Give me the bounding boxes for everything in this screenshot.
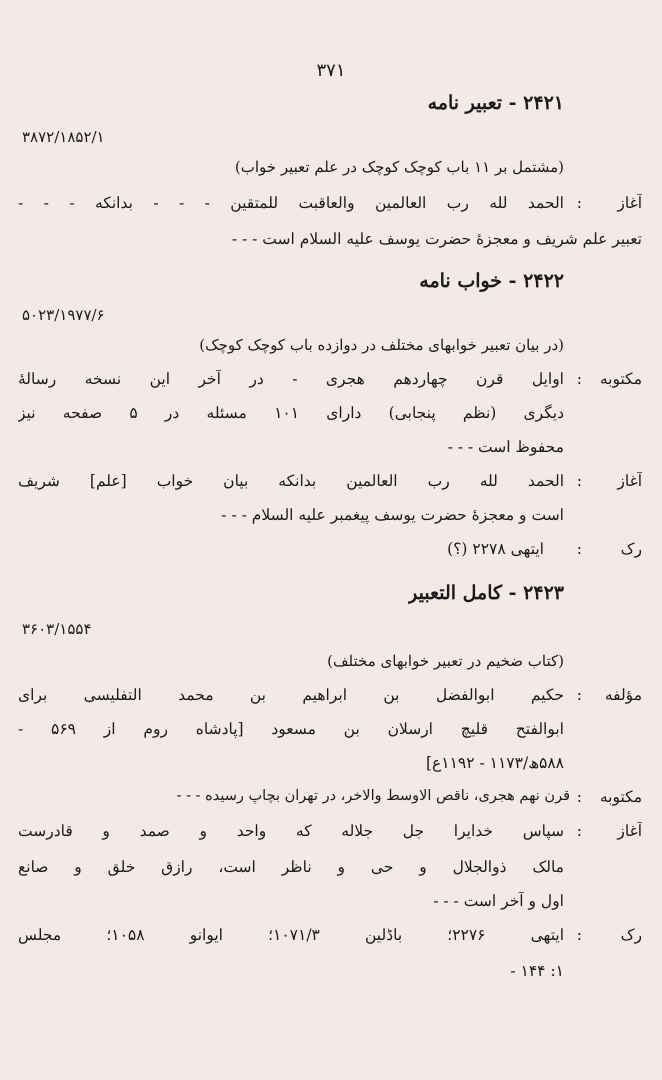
field-label: مکتوبه xyxy=(599,788,642,806)
field-colon: : xyxy=(576,472,582,490)
field-text: حکیم ابوالفضل بن ابراهیم بن محمد التفلیسی برای xyxy=(18,686,564,704)
field-colon: : xyxy=(576,540,582,558)
field-row xyxy=(18,370,642,396)
field-row xyxy=(18,822,642,848)
field-text-line: ۱: ۱۴۴ - xyxy=(510,962,564,980)
field-text: الحمد لله رب العالمین بدانکه بیان خواب [علم] شریف xyxy=(18,472,564,490)
entry-description: (کتاب ضخیم در تعبیر خوابهای مختلف) xyxy=(327,652,564,670)
field-label: آغاز xyxy=(617,472,642,490)
field-label: آغاز xyxy=(617,194,642,212)
entry-heading: ۲۴۲۲ - خواب نامه xyxy=(419,270,564,292)
entry-ref-number: ۳۶۰۳/۱۵۵۴ xyxy=(22,620,92,638)
field-text-line: ابوالفتح قلیچ ارسلان بن مسعود [پادشاه روم از ۵۶۹ - xyxy=(18,720,564,738)
field-colon: : xyxy=(576,194,582,212)
entry-heading: ۲۴۲۱ - تعبیر نامه xyxy=(427,92,564,114)
field-text: سپاس خدایرا جل جلاله که واحد و صمد و قادرست xyxy=(18,822,564,840)
field-label: آغاز xyxy=(617,822,642,840)
field-text-line: محفوظ است - - - xyxy=(447,438,564,456)
field-colon: : xyxy=(576,788,582,806)
field-text-line: اول و آخر است - - - xyxy=(433,892,564,910)
field-text-line: تعبیر علم شریف و معجزهٔ حضرت یوسف علیه السلام است - - - xyxy=(231,230,642,248)
field-label: رک xyxy=(620,540,642,558)
field-colon: : xyxy=(576,926,582,944)
field-row xyxy=(18,540,642,566)
field-row xyxy=(18,686,642,712)
field-text: اوایل قرن چهاردهم هجری - در آخر این نسخه رسالهٔ xyxy=(18,370,564,388)
field-row xyxy=(18,926,642,952)
field-label: مکتوبه xyxy=(599,370,642,388)
field-text: ایتهی ۲۲۷۸ (؟) xyxy=(447,540,544,558)
field-text: ایتهی ۲۲۷۶؛ باڈلین ۱۰۷۱/۳؛ ایوانو ۱۰۵۸؛ مجلس xyxy=(18,926,565,944)
field-colon: : xyxy=(576,686,582,704)
field-text: الحمد لله رب العالمین والعاقبت للمتقین - - - بدانکه - - - xyxy=(18,194,564,212)
field-colon: : xyxy=(576,822,582,840)
field-text-line: مالک ذوالجلال و حی و ناظر است، رازق خلق و صانع xyxy=(18,858,564,876)
field-row xyxy=(18,194,642,220)
field-text-line: است و معجزهٔ حضرت یوسف پیغمبر علیه السلام - - - xyxy=(221,506,564,524)
field-text-line: دیگری (نظم پنجابی) دارای ۱۰۱ مسئله در ۵ صفحه نیز xyxy=(18,404,564,422)
page-number: ۳۷۱ xyxy=(316,60,346,81)
entry-description: (مشتمل بر ۱۱ باب کوچک کوچک در علم تعبیر خواب) xyxy=(234,158,564,176)
entry-ref-number: ۳۸۷۲/۱۸۵۲/۱ xyxy=(22,128,105,146)
field-label: رک xyxy=(620,926,642,944)
field-row xyxy=(18,472,642,498)
field-label: مؤلفه xyxy=(604,686,642,704)
field-colon: : xyxy=(576,370,582,388)
field-row xyxy=(18,788,642,814)
entry-description: (در بیان تعبیر خوابهای مختلف در دوازده باب کوچک کوچک) xyxy=(199,336,564,354)
field-text-line: ۵۸۸ھ/۱۱۷۳ - ۱۱۹۲ع] xyxy=(425,754,564,772)
entry-ref-number: ۵۰۲۳/۱۹۷۷/۶ xyxy=(22,306,105,324)
entry-heading: ۲۴۲۳ - کامل التعبیر xyxy=(408,582,564,604)
field-text: قرن نهم هجری، ناقص الاوسط والاخر، در تهران بچاپ رسیده - - - xyxy=(176,788,570,804)
